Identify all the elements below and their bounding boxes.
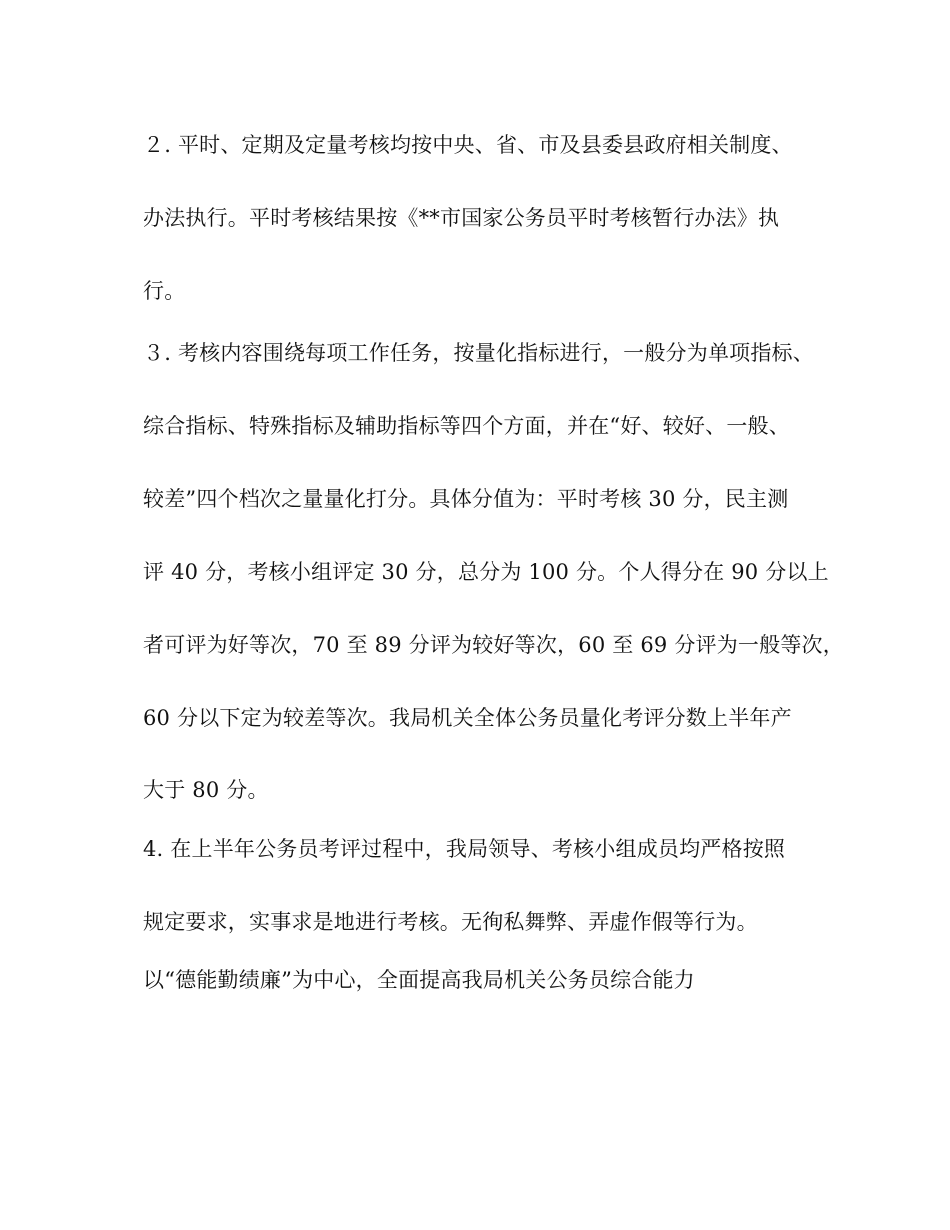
text-line-7: 评 40 分，考核小组评定 30 分，总分为 100 分。个人得分在 90 分以上 <box>143 560 829 584</box>
text-line-13: 以“德能勤绩廉”为中心，全面提高我局机关公务员综合能力 <box>143 968 695 992</box>
text-line-5: 综合指标、特殊指标及辅助指标等四个方面，并在“好、较好、一般、 <box>143 414 790 438</box>
text-line-8: 者可评为好等次，70 至 89 分评为较好等次，60 至 69 分评为一般等次， <box>143 633 844 657</box>
text-line-1: ２. 平时、定期及定量考核均按中央、省、市及县委县政府相关制度、 <box>143 133 793 157</box>
text-line-3: 行。 <box>143 279 186 303</box>
text-line-12: 规定要求，实事求是地进行考核。无徇私舞弊、弄虚作假等行为。 <box>143 910 758 934</box>
text-line-4: ３. 考核内容围绕每项工作任务，按量化指标进行，一般分为单项指标、 <box>143 341 814 365</box>
text-line-6: 较差”四个档次之量量化打分。具体分值为：平时考核 30 分，民主测 <box>143 487 789 511</box>
text-line-2: 办法执行。平时考核结果按《**市国家公务员平时考核暂行办法》执 <box>143 206 780 230</box>
text-line-11: 4. 在上半年公务员考评过程中，我局领导、考核小组成员均严格按照 <box>143 837 786 861</box>
text-line-10: 大于 80 分。 <box>143 778 269 802</box>
text-line-9: 60 分以下定为较差等次。我局机关全体公务员量化考评分数上半年产 <box>143 706 792 730</box>
